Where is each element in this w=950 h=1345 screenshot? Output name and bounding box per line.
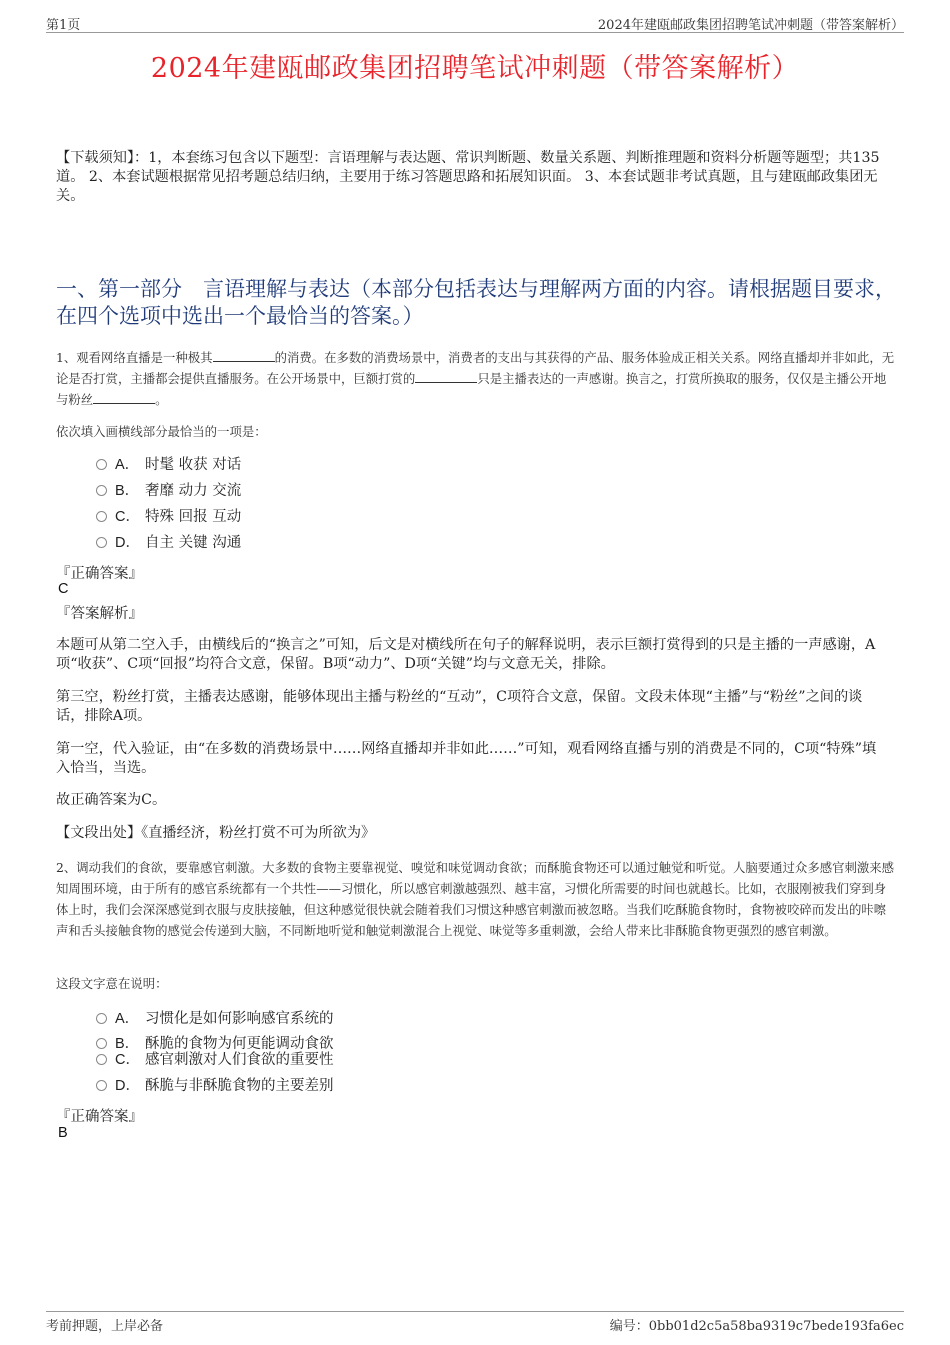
page-footer <box>46 1311 904 1332</box>
radio-icon[interactable] <box>96 485 107 496</box>
q1-analysis-para: 第一空，代入验证，由“在多数的消费场景中……网络直播却并非如此……”可知，观看网络直播与别的消费是不同的，C项“特殊”填入恰当，当选。 <box>56 741 877 776</box>
question-1-prompt: 依次填入画横线部分最恰当的一项是： <box>56 424 267 439</box>
q1-answer-label: 『正确答案』 <box>56 566 143 582</box>
question-2-prompt: 这段文字意在说明： <box>56 976 168 991</box>
page-number: 第1页 <box>46 18 81 33</box>
radio-icon[interactable] <box>96 1013 107 1024</box>
question-1-text: 1、观看网络直播是一种极其 的消费。在多数的消费场景中，消费者的支出与其获得的产品、服务体验成正相关关系。网络直播却并非如此，无论是否打赏，主播都会提供直播服务。在公开场景中，巨额打赏的 只是主播表达的一声感谢。换言之，打赏所换取的服务，仅仅是主播公开地与粉丝 。 <box>56 350 895 407</box>
radio-icon[interactable] <box>96 1038 107 1049</box>
footer-slogan: 考前押题，上岸必备 <box>46 1319 164 1334</box>
fill-blank <box>213 349 275 362</box>
q1-analysis-para: 第三空，粉丝打赏，主播表达感谢，能够体现出主播与粉丝的“互动”，C项符合文意，保留。文段未体现“主播”与“粉丝”之间的谈话，排除A项。 <box>56 689 863 724</box>
q1-option-d[interactable]: D． 自主 关键 沟通 <box>96 533 241 553</box>
radio-icon[interactable] <box>96 1080 107 1091</box>
q1-answer: C <box>58 581 69 597</box>
q2-option-b[interactable]: B． 酥脆的食物为何更能调动食欲 <box>96 1034 334 1054</box>
page-header <box>46 14 904 33</box>
q2-answer-label: 『正确答案』 <box>56 1109 143 1125</box>
q1-option-b[interactable]: B． 奢靡 动力 交流 <box>96 481 241 501</box>
header-doc-title: 2024年建瓯邮政集团招聘笔试冲刺题（带答案解析） <box>597 18 904 33</box>
q1-analysis-para: 故正确答案为C。 <box>56 792 167 808</box>
q2-option-c[interactable]: C． 感官刺激对人们食欲的重要性 <box>96 1050 334 1070</box>
fill-blank <box>415 370 477 383</box>
question-2-text: 2、调动我们的食欲，要靠感官刺激。大多数的食物主要靠视觉、嗅觉和味觉调动食欲；而酥脆食物还可以通过触觉和听觉。人脑要通过众多感官刺激来感知周围环境，由于所有的感官系统都有一个共性——习惯化，所以感官刺激越强烈、越丰富，习惯化所需要的时间也就越长。比如，衣服刚被我们穿到身体上时，我们会深深感觉到衣服与皮肤接触，但这种感觉很快就会随着我们习惯这种感官刺激而被忽略。当我们吃酥脆食物时，食物被咬碎而发出的咔嚓声和舌头接触食物的感觉会传递到大脑，不同断地听觉和触觉刺激混合上视觉、味觉等多重刺激，会给人带来比非酥脆食物更强烈的感官刺激。 <box>56 860 895 938</box>
q1-source: 【文段出处】《直播经济，粉丝打赏不可为所欲为》 <box>56 825 376 841</box>
radio-icon[interactable] <box>96 459 107 470</box>
radio-icon[interactable] <box>96 511 107 522</box>
q1-option-a[interactable]: A． 时髦 收获 对话 <box>96 455 241 475</box>
q1-analysis-para: 本题可从第二空入手，由横线后的“换言之”可知，后文是对横线所在句子的解释说明，表示巨额打赏得到的只是主播的一声感谢，A项“收获”、C项“回报”均符合文意，保留。B项“动力”、D项“关键”均与文意无关，排除。 <box>56 637 876 672</box>
q1-analysis-label: 『答案解析』 <box>56 606 143 622</box>
radio-icon[interactable] <box>96 1054 107 1065</box>
q2-answer: B <box>58 1125 68 1141</box>
q2-option-d[interactable]: D． 酥脆与非酥脆食物的主要差别 <box>96 1076 334 1096</box>
q1-option-c[interactable]: C． 特殊 回报 互动 <box>96 507 241 527</box>
section-title: 一、第一部分 言语理解与表达（本部分包括表达与理解两方面的内容。请根据题目要求，在四个选项中选出一个最恰当的答案。） <box>56 277 896 328</box>
page-title: 2024年建瓯邮政集团招聘笔试冲刺题（带答案解析） <box>150 53 800 84</box>
q2-option-a[interactable]: A． 习惯化是如何影响感官系统的 <box>96 1009 334 1029</box>
download-notice: 【下载须知】：1，本套练习包含以下题型：言语理解与表达题、常识判断题、数量关系题、判断推理题和资料分析题等题型；共135道。 2、本套试题根据常见招考题总结归纳，主要用于练习答题思路和拓展知识面。 3、本套试题非考试真题，且与建瓯邮政集团无关。 <box>56 150 880 204</box>
footer-doc-id: 编号：0bb01d2c5a58ba9319c7bede193fa6ec <box>609 1319 904 1334</box>
radio-icon[interactable] <box>96 537 107 548</box>
fill-blank <box>93 391 155 404</box>
